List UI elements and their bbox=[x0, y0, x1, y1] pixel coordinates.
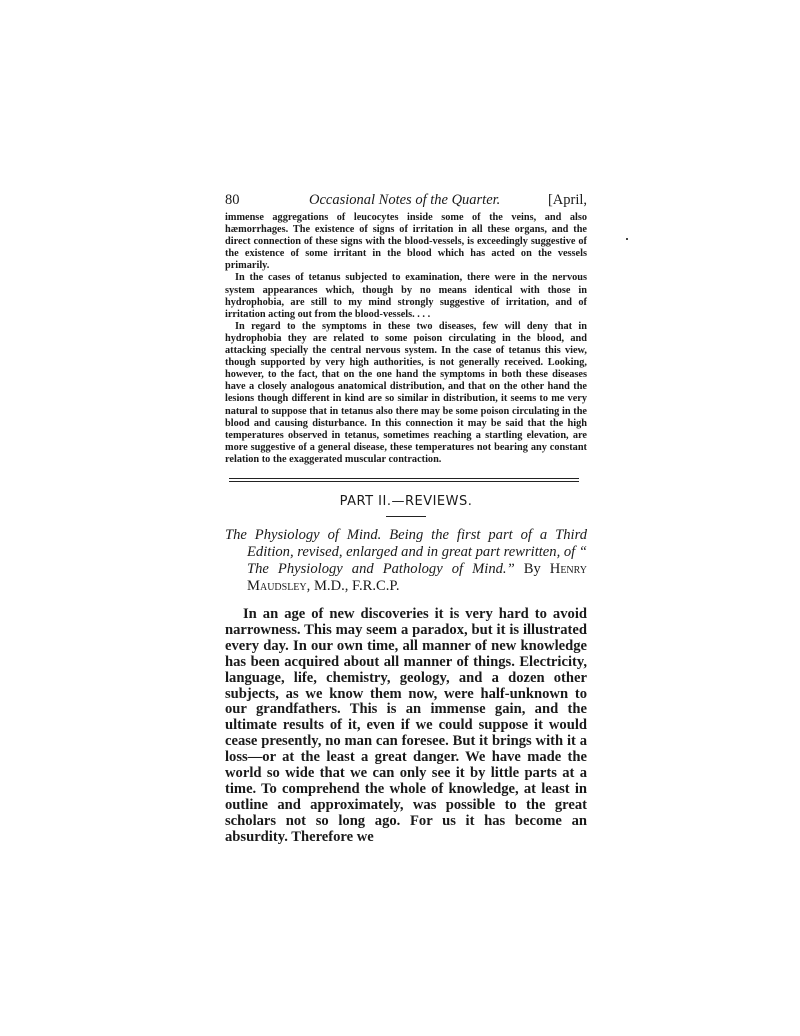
heading-rule bbox=[386, 516, 426, 517]
scan-speck bbox=[626, 238, 628, 240]
notes-paragraph-1: immense aggregations of leucocytes inside some of the veins, and also hæmorrhages. The existence of signs of irritation in all these organs, and the direct connection of these signs with the blood-vessels, is exceedingly suggestive of the existence of some irritant in the blood which has acted on the vessels primarily. bbox=[225, 212, 587, 272]
notes-paragraph-2: In the cases of tetanus subjected to examination, there were in the nervous system appearances which, though by no means identical with those in hydrophobia, are still to my mind strongly suggestive of irritation, and of irritation acting out from the blood-vessels. . . . bbox=[225, 272, 587, 320]
book-page bbox=[225, 190, 587, 846]
page-number: 80 bbox=[225, 192, 240, 208]
section-divider bbox=[229, 478, 579, 482]
part-heading: PART II.—REVIEWS. bbox=[339, 493, 473, 509]
review-title bbox=[225, 527, 587, 595]
running-head bbox=[225, 190, 587, 212]
review-by: By bbox=[514, 560, 550, 577]
review-author: Henry Maudsley bbox=[247, 560, 587, 594]
review-book-title: The Physiology of Mind. Being the first part of a Third Edition, revised, enlarged and in great part rewritten, of “ The Physiology and Pathology of Mind.” bbox=[225, 526, 587, 577]
running-month: [April, bbox=[547, 192, 587, 208]
review-body: In an age of new discoveries it is very hard to avoid narrowness. This may seem a paradox, but it is illustrated every day. In our own time, all manner of new knowledge has been acquired about all manner of things. Electricity, language, life, chemistry, geology, and a dozen other subjects, as we know them now, were half-unknown to our grandfathers. This is an immense gain, and the ultimate results of it, even if we could suppose it would cease presently, no man can foresee. But it brings with it a loss—or at the least a great danger. We have made the world so wide that we can only see it by little parts at a time. To comprehend the whole of knowledge, at least in outline and approximately, was possible to the great scholars not so long ago. For us it has become an absurdity. Therefore we bbox=[225, 605, 587, 845]
review-credentials: , M.D., F.R.C.P. bbox=[306, 577, 400, 594]
running-title: Occasional Notes of the Quarter. bbox=[309, 192, 501, 208]
notes-paragraph-3: In regard to the symptoms in these two diseases, few will deny that in hydrophobia they are related to some poison circulating in the blood, and attacking specially the central nervous system. In the case of tetanus this view, though supported by very high authorities, is not generally received. Looking, however, to the fact, that on the one hand the symptoms in both these diseases have a closely analogous anatomical distribution, and that on the other hand the lesions though different in kind are so similar in distribution, it seems to me very natural to suppose that in tetanus also there may be some poison circulating in the blood and causing disturbance. In this connection it may be said that the high temperatures observed in tetanus, sometimes reaching a startling elevation, are more suggestive of a general disease, these temperatures not bearing any constant relation to the exaggerated muscular contraction. bbox=[225, 320, 587, 465]
